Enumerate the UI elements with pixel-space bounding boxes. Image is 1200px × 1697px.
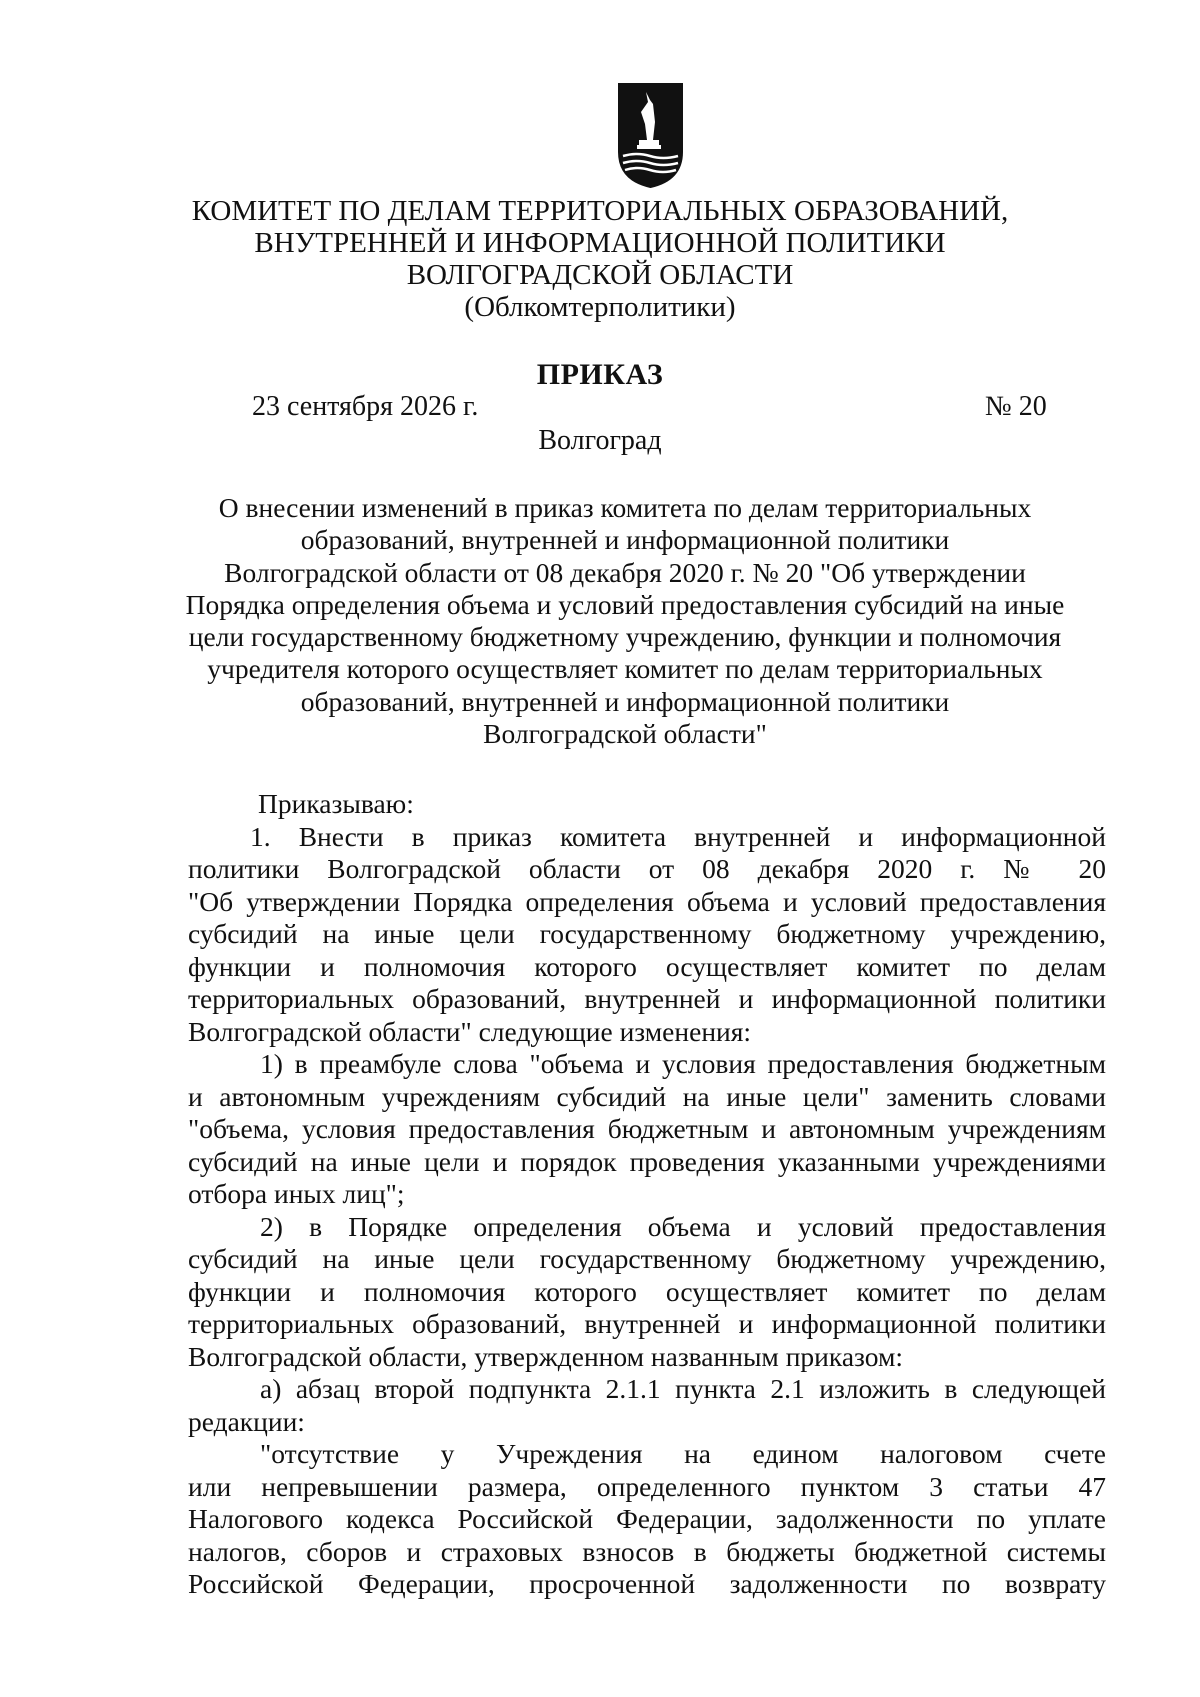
body-line: редакции: <box>188 1405 305 1437</box>
subject-line: О внесении изменений в приказ комитета по делам территориальных <box>218 492 1032 523</box>
body-line: или непревышении размера, определенного пунктом 3 статьи 47 <box>188 1470 1106 1502</box>
body-line: территориальных образований, внутренней и информационной политики <box>188 983 1106 1014</box>
body-line: 1. Внести в приказ комитета внутренней и информационной <box>250 820 1106 852</box>
body-line: функции и полномочия которого осуществляет комитет по делам <box>188 950 1106 982</box>
order-word: Приказываю: <box>258 788 414 819</box>
subject-line: Порядка определения объема и условий предоставления субсидий на иные <box>185 588 1065 620</box>
body-line: субсидий на иные цели государственному бюджетному учреждению, <box>188 1243 1106 1274</box>
body-line: Волгоградской области, утвержденном названным приказом: <box>188 1340 903 1372</box>
subject-line: учредителя которого осуществляет комитет по делам территориальных <box>207 653 1043 685</box>
body-line: "отсутствие у Учреждения на едином налоговом счете <box>260 1438 1106 1469</box>
body-line: субсидий на иные цели и порядок проведения указанными учреждениями <box>188 1145 1106 1177</box>
body-line: 1) в преамбуле слова "объема и условия предоставления бюджетным <box>260 1048 1106 1079</box>
body-line: налогов, сборов и страховых взносов в бюджеты бюджетной системы <box>188 1535 1106 1567</box>
subject-line: цели государственному бюджетному учреждению, функции и полномочия <box>188 621 1062 653</box>
body-line: функции и полномочия которого осуществляет комитет по делам <box>188 1275 1106 1307</box>
body-line: отбора иных лиц"; <box>188 1178 405 1209</box>
coat-of-arms-icon <box>617 82 684 189</box>
document-type-title: ПРИКАЗ <box>536 358 664 391</box>
order-subject <box>180 492 1070 750</box>
body-line: и автономным учреждениям субсидий на иные цели" заменить словами <box>188 1080 1106 1112</box>
subject-line: Волгоградской области от 08 декабря 2020 г. № 20 "Об утверждении <box>224 556 1026 588</box>
org-line: ВОЛГОГРАДСКОЙ ОБЛАСТИ <box>406 259 794 291</box>
body-line: субсидий на иные цели государственному бюджетному учреждению, <box>188 918 1106 949</box>
body-line: Налогового кодекса Российской Федерации, задолженности по уплате <box>188 1503 1106 1534</box>
org-line: КОМИТЕТ ПО ДЕЛАМ ТЕРРИТОРИАЛЬНЫХ ОБРАЗОВАНИЙ, <box>191 195 1009 227</box>
body-line: территориальных образований, внутренней и информационной политики <box>188 1308 1106 1339</box>
subject-line: образований, внутренней и информационной политики <box>300 524 950 556</box>
body-line: Волгоградской области" следующие изменения: <box>188 1015 752 1047</box>
subject-line: образований, внутренней и информационной политики <box>300 685 950 717</box>
body-line: "Об утверждении Порядка определения объема и условий предоставления <box>188 885 1106 917</box>
document-date: 23 сентября 2026 г. <box>252 391 479 422</box>
subject-line: Волгоградской области" <box>483 718 767 750</box>
document-city: Волгоград <box>538 425 662 456</box>
organization-name <box>190 195 1010 323</box>
body-line: 2) в Порядке определения объема и условий предоставления <box>260 1210 1106 1242</box>
org-short-name: (Облкомтерполитики) <box>464 291 736 323</box>
document-number: № 20 <box>985 391 1047 422</box>
body-line: "объема, условия предоставления бюджетным и автономным учреждениям <box>188 1113 1106 1144</box>
body-line: а) абзац второй подпункта 2.1.1 пункта 2.1 изложить в следующей <box>260 1373 1106 1404</box>
org-line: ВНУТРЕННЕЙ И ИНФОРМАЦИОННОЙ ПОЛИТИКИ <box>254 227 946 259</box>
body-line: Российской Федерации, просроченной задолженности по возврату <box>188 1568 1106 1599</box>
order-body <box>188 788 1106 1601</box>
body-line: политики Волгоградской области от 08 декабря 2020 г. № 20 <box>188 853 1106 884</box>
